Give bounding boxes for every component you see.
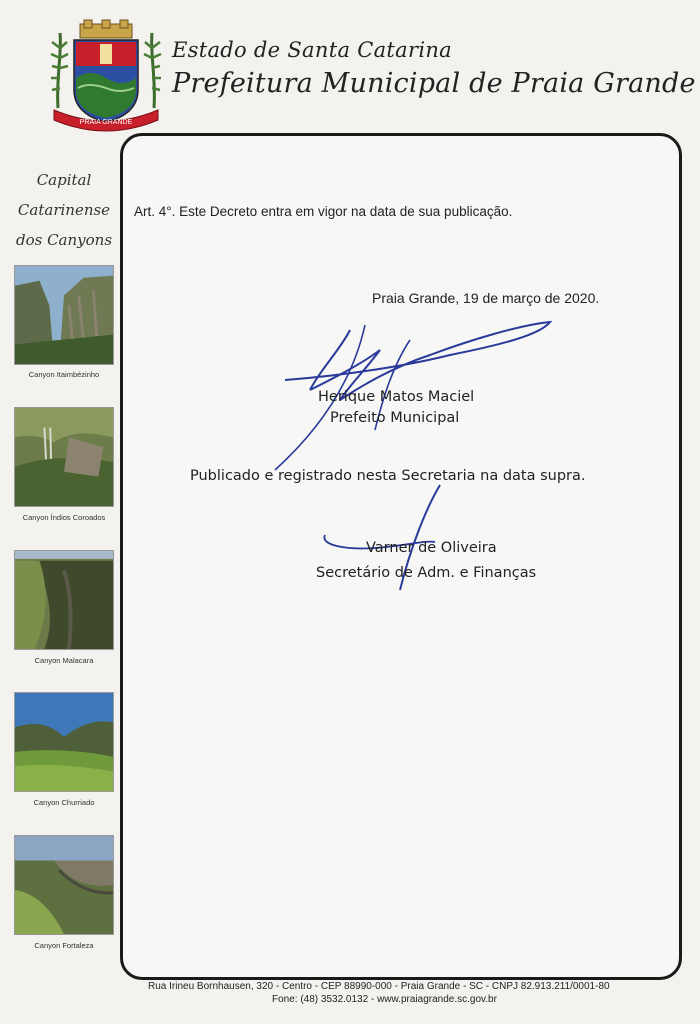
slogan-line-1: Capital bbox=[36, 171, 92, 189]
secretary-name: Varner de Oliveira bbox=[366, 540, 497, 556]
canyon-caption-1: Canyon Itaimbézinho bbox=[28, 370, 100, 379]
secretary-role: Secretário de Adm. e Finanças bbox=[316, 565, 537, 581]
canyon-caption-2: Canyon Índios Coroados bbox=[22, 513, 106, 522]
state-title: Estado de Santa Catarina bbox=[172, 38, 452, 62]
canyon-photo-5 bbox=[14, 835, 114, 935]
canyon-caption-5: Canyon Fortaleza bbox=[34, 941, 94, 950]
canyon-photo-2 bbox=[14, 407, 114, 507]
canyon-photo-1 bbox=[14, 265, 114, 365]
canyon-photo-3 bbox=[14, 550, 114, 650]
footer-contact: Fone: (48) 3532.0132 - www.praiagrande.sc.gov.br bbox=[272, 994, 497, 1005]
slogan-line-2: Catarinense bbox=[17, 201, 111, 219]
article-text: Art. 4°. Este Decreto entra em vigor na data de sua publicação. bbox=[134, 204, 513, 219]
footer-address: Rua Irineu Bornhausen, 320 - Centro - CEP 88990-000 - Praia Grande - SC - CNPJ 82.913.211/0001-80 bbox=[148, 981, 610, 992]
canyon-photo-4 bbox=[14, 692, 114, 792]
canyon-caption-4: Canyon Churriado bbox=[33, 798, 95, 807]
city-hall-title: Prefeitura Municipal de Praia Grande bbox=[172, 68, 696, 99]
municipal-crest-logo bbox=[48, 18, 164, 134]
canyon-caption-3: Canyon Malacara bbox=[34, 656, 94, 665]
slogan-line-3: dos Canyons bbox=[15, 231, 113, 249]
sidebar-slogan bbox=[10, 165, 118, 255]
crest-ribbon-text: PRAIA GRANDE bbox=[79, 119, 133, 126]
document-frame bbox=[120, 133, 682, 980]
signer-name: Herique Matos Maciel bbox=[318, 389, 475, 405]
place-date: Praia Grande, 19 de março de 2020. bbox=[372, 290, 600, 306]
signer-role: Prefeito Municipal bbox=[330, 410, 460, 426]
published-note: Publicado e registrado nesta Secretaria na data supra. bbox=[190, 468, 586, 484]
